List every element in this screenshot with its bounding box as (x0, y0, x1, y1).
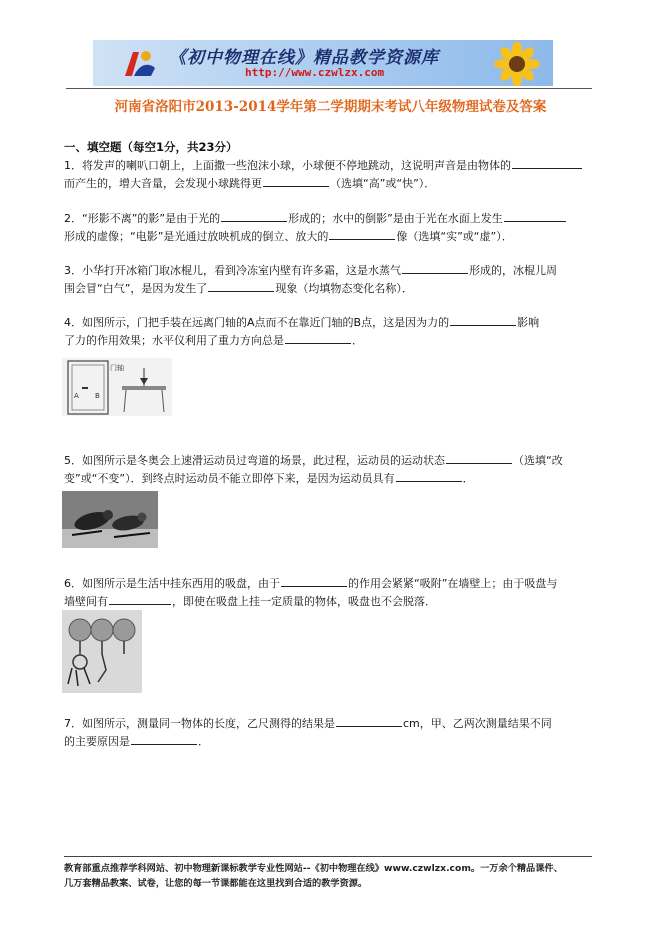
question-text: （选填“高”或“快”）． (330, 177, 436, 190)
sunflower-icon (487, 42, 547, 86)
question-text: 6．如图所示是生活中挂东西用的吸盘，由于 (64, 577, 280, 590)
banner-url: http://www.czwlzx.com (245, 66, 385, 79)
question-1 (64, 157, 594, 193)
question-6 (64, 575, 594, 611)
question-text: 3．小华打开冰箱门取冰棍儿，看到冷冻室内壁有许多霜，这是水蒸气 (64, 264, 401, 277)
document-title: 河南省洛阳市2013-2014学年第二学期期末考试八年级物理试卷及答案 (114, 99, 547, 115)
question-text: 而产生的，增大音量，会发现小球跳得更 (64, 177, 262, 190)
site-logo-icon (119, 46, 159, 80)
question-text: 4．如图所示，门把手装在远离门轴的A点而不在靠近门轴的B点，这是因为力的 (64, 316, 450, 329)
question-text: 了力的作用效果；水平仪利用了重力方向总是 (64, 334, 284, 347)
question-text: 影响 (517, 316, 540, 329)
question-2 (64, 210, 594, 246)
speed-skating-photo (62, 491, 158, 548)
door-and-level-figure (62, 358, 172, 416)
question-5 (64, 452, 594, 488)
question-text: 的作用会紧紧“吸附”在墙壁上；由于吸盘与 (348, 577, 558, 590)
answer-blank (221, 210, 287, 222)
question-text: 墙壁间有 (64, 595, 108, 608)
door-axis-label: 门轴 (110, 364, 124, 372)
question-text: 变”或“不变”）．到终点时运动员不能立即停下来，是因为运动员具有 (64, 472, 395, 485)
answer-blank (512, 157, 582, 169)
question-text: ． (198, 735, 209, 748)
door-point-b-label: B (95, 392, 100, 400)
footer-rule (64, 856, 592, 857)
question-text: ． (352, 334, 363, 347)
question-text: 5．如图所示是冬奥会上速滑运动员过弯道的场景，此过程，运动员的运动状态 (64, 454, 445, 467)
answer-blank (450, 314, 516, 326)
header-banner (93, 40, 553, 86)
question-7 (64, 715, 594, 751)
answer-blank (402, 262, 468, 274)
question-text: 7．如图所示，测量同一物体的长度，乙尺测得的结果是 (64, 717, 335, 730)
question-3 (64, 262, 594, 298)
question-text: 现象（均填物态变化名称）． (275, 282, 413, 295)
banner-title: 《初中物理在线》精品教学资源库 (169, 48, 439, 68)
answer-blank (109, 593, 171, 605)
question-text: ，即使在吸盘上挂一定质量的物体，吸盘也不会脱落． (172, 595, 436, 608)
question-text: 像（选填“实”或“虚”）． (396, 230, 513, 243)
answer-blank (285, 332, 351, 344)
section-heading: 一、填空题（每空1分，共23分） (64, 140, 238, 154)
footer-line-1: 教育部重点推荐学科网站、初中物理新课标教学专业性网站--《初中物理在线》www.czwlzx.com。一万余个精品课件、 (64, 863, 563, 874)
door-point-a-label: A (74, 392, 79, 400)
question-text: 形成的，冰棍儿周 (469, 264, 557, 277)
question-text: 1．将发声的喇叭口朝上，上面撒一些泡沫小球，小球便不停地跳动，这说明声音是由物体的 (64, 159, 511, 172)
question-text: cm，甲、乙两次测量结果不同 (403, 717, 552, 730)
question-text: 形成的虚像；“电影”是光通过放映机成的倒立、放大的 (64, 230, 329, 243)
question-text: ． (462, 472, 474, 485)
header-rule (66, 88, 592, 89)
answer-blank (504, 210, 566, 222)
answer-blank (281, 575, 347, 587)
answer-blank (131, 733, 197, 745)
answer-blank (336, 715, 402, 727)
answer-blank (446, 452, 512, 464)
suction-cup-photo (62, 610, 142, 693)
question-4 (64, 314, 594, 350)
answer-blank (208, 280, 274, 292)
footer (64, 861, 604, 891)
footer-line-2: 几万套精品教案、试卷，让您的每一节课都能在这里找到合适的教学资源。 (64, 878, 368, 889)
question-text: 围会冒“白气”，是因为发生了 (64, 282, 208, 295)
question-text: 形成的；水中的倒影”是由于光在水面上发生 (288, 212, 503, 225)
answer-blank (263, 175, 329, 187)
question-text: 的主要原因是 (64, 735, 130, 748)
question-text: 2．“形影不离”的影”是由于光的 (64, 212, 221, 225)
answer-blank (329, 228, 395, 240)
answer-blank (396, 470, 462, 482)
question-text: （选填“改 (513, 454, 563, 467)
